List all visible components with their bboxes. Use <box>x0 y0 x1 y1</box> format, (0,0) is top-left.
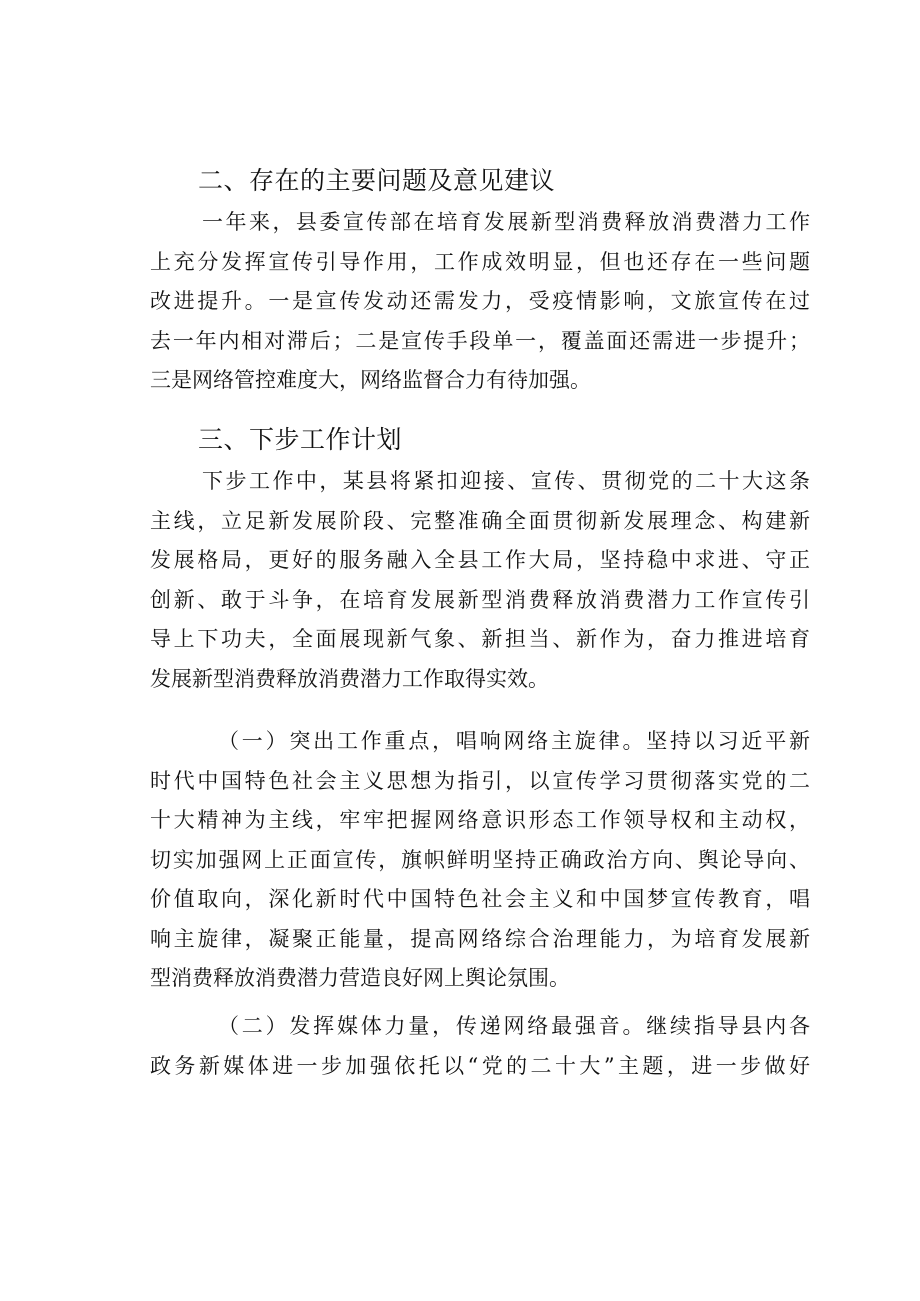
text-line: 改进提升。一是宣传发动还需发力，受疫情影响，文旅宣传在过 <box>150 289 810 313</box>
text-line: 导上下功夫，全面展现新气象、新担当、新作为，奋力推进培育 <box>150 627 810 651</box>
paragraph-plan-intro <box>150 462 810 699</box>
paragraph-item-one <box>150 722 810 999</box>
text-line: 上充分发挥宣传引导作用，工作成效明显，但也还存在一些问题 <box>150 249 810 274</box>
text-line: 一年来，县委宣传部在培育发展新型消费释放消费潜力工作 <box>202 210 810 234</box>
text-line: 发展新型消费释放消费潜力工作取得实效。 <box>150 666 549 691</box>
text-line: 主线，立足新发展阶段、完整准确全面贯彻新发展理念、构建新 <box>150 508 810 533</box>
text-line: 时代中国特色社会主义思想为指引，以宣传学习贯彻落实党的二 <box>150 768 810 793</box>
text-line: 创新、敢于斗争，在培育发展新型消费释放消费潜力工作宣传引 <box>150 587 810 612</box>
text-line: （一）突出工作重点，唱响网络主旋律。坚持以习近平新 <box>218 729 810 753</box>
section-heading-problems: 二、存在的主要问题及意见建议 <box>198 166 556 195</box>
text-line: 响主旋律，凝聚正能量，提高网络综合治理能力，为培育发展新 <box>150 926 810 951</box>
text-line: 下步工作中，某县将紧扣迎接、宣传、贯彻党的二十大这条 <box>202 469 810 493</box>
text-line: 十大精神为主线，牢牢把握网络意识形态工作领导权和主动权， <box>150 808 810 832</box>
section-heading-plan: 三、下步工作计划 <box>198 425 403 454</box>
text-line: 政务新媒体进一步加强依托以“党的二十大”主题，进一步做好 <box>150 1053 810 1078</box>
text-line: 三是网络管控难度大，网络监督合力有待加强。 <box>150 368 591 392</box>
text-line: （二）发挥媒体力量，传递网络最强音。继续指导县内各 <box>218 1014 810 1038</box>
text-line: 切实加强网上正面宣传，旗帜鲜明坚持正确政治方向、舆论导向、 <box>150 847 810 872</box>
paragraph-problems <box>150 203 810 401</box>
text-line: 发展格局，更好的服务融入全县工作大局，坚持稳中求进、守正 <box>150 548 810 572</box>
text-line: 去一年内相对滞后；二是宣传手段单一，覆盖面还需进一步提升； <box>150 328 810 353</box>
text-line: 价值取向，深化新时代中国特色社会主义和中国梦宣传教育，唱 <box>150 887 810 911</box>
paragraph-item-two <box>150 1007 810 1086</box>
text-line: 型消费释放消费潜力营造良好网上舆论氛围。 <box>150 966 570 990</box>
